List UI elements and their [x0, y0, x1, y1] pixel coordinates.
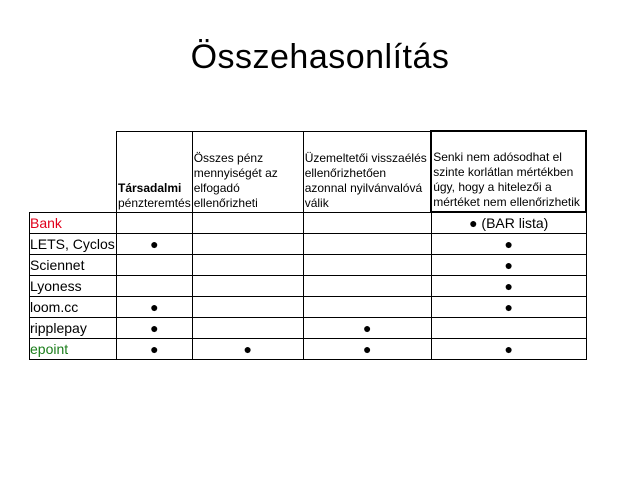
cell-mark: ● [431, 234, 586, 255]
cell-mark [117, 212, 193, 234]
row-label-lets-cyclos: LETS, Cyclos [30, 234, 117, 255]
cell-mark: ● [431, 276, 586, 297]
header-corner-cell [30, 131, 117, 212]
cell-mark: ● [303, 318, 431, 339]
cell-mark [192, 297, 303, 318]
row-label-sciennet: Sciennet [30, 255, 117, 276]
row-label-lyoness: Lyoness [30, 276, 117, 297]
table-row [30, 255, 587, 276]
cell-mark [192, 234, 303, 255]
cell-mark [117, 276, 193, 297]
cell-mark [303, 276, 431, 297]
row-label-epoint: epoint [30, 339, 117, 360]
cell-mark [303, 234, 431, 255]
cell-mark: ● [117, 318, 193, 339]
cell-mark [192, 212, 303, 234]
header-operator-abuse-visible: Üzemeltetői visszaélés ellenőrizhetően azonnal nyilvánvalóvá válik [303, 131, 431, 212]
table-header-row [30, 131, 587, 212]
cell-mark [303, 297, 431, 318]
cell-mark-highlighted [431, 318, 586, 339]
cell-mark: ● [117, 297, 193, 318]
cell-mark [303, 212, 431, 234]
cell-mark: ● [431, 297, 586, 318]
row-label-bank: Bank [30, 212, 117, 234]
table-row [30, 339, 587, 360]
cell-mark [192, 318, 303, 339]
table-row [30, 212, 587, 234]
table-row [30, 318, 587, 339]
cell-mark: ● [117, 339, 193, 360]
header-social-money-creation [117, 131, 193, 212]
cell-mark: ● [192, 339, 303, 360]
table-row [30, 297, 587, 318]
cell-mark: ● [117, 234, 193, 255]
row-label-loom-cc: loom.cc [30, 297, 117, 318]
header-no-unlimited-debt: Senki nem adósodhat el szinte korlátlan mértékben úgy, hogy a hitelezői a mértéket nem ellenőrizhetik [431, 131, 586, 212]
header-total-money-verifiable: Összes pénz mennyiségét az elfogadó ellenőrizheti [192, 131, 303, 212]
header-social-bold: Társadalmi [118, 180, 182, 195]
table-row [30, 276, 587, 297]
table-row [30, 234, 587, 255]
cell-mark [192, 276, 303, 297]
header-money-creation: pénzteremtés [118, 195, 191, 210]
cell-mark: ● [431, 255, 586, 276]
cell-mark [117, 255, 193, 276]
cell-mark [303, 255, 431, 276]
cell-mark: ● [431, 339, 586, 360]
comparison-table [29, 130, 587, 360]
cell-mark-bar-lista: ● (BAR lista) [431, 212, 586, 234]
row-label-ripplepay: ripplepay [30, 318, 117, 339]
cell-mark [192, 255, 303, 276]
cell-mark: ● [303, 339, 431, 360]
slide-title: Összehasonlítás [190, 38, 450, 76]
